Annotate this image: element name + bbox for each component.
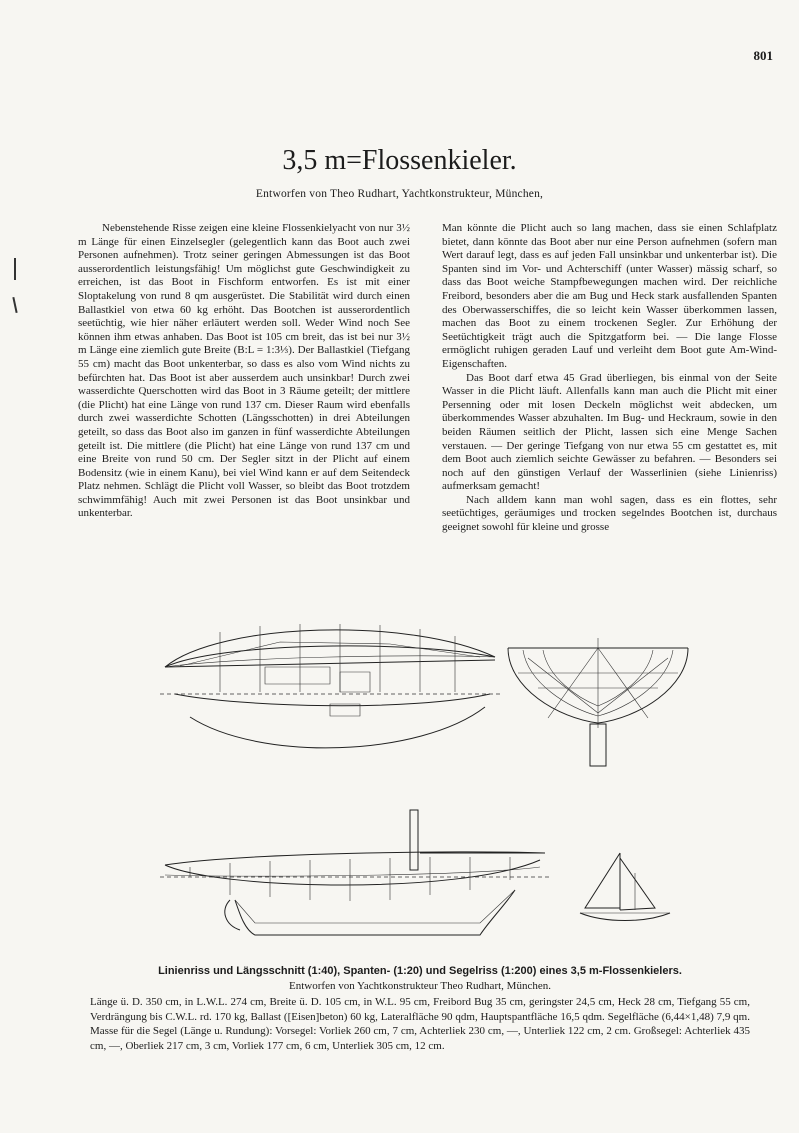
body-plan-drawing — [498, 628, 698, 778]
caption-title: Linienriss und Längsschnitt (1:40), Spanten- (1:20) und Segelriss (1:200) eines 3,5 m-Flossenkielers. — [158, 965, 682, 977]
margin-mark — [14, 258, 16, 280]
caption-specifications: Länge ü. D. 350 cm, in L.W.L. 274 cm, Breite ü. D. 105 cm, in W.L. 95 cm, Freibord Bug 35 cm, geringster 24,5 cm, Heck 28 cm, Tiefgang 55 cm, Verdrängung bis C.W.L. rd. 170 kg, Ballast ([Eisen]beton) 60 kg, Lateralfläche 90 qdm, Hauptspantfläche 16,5 qdm. Segelfläche (6,44×1,48) 7,9 qm. Masse für die Segel (Länge u. Rundung): Vorsegel: Vorliek 260 cm, 7 cm, Achterliek 230 cm, —, Unterliek 122 cm, 2 cm. Großsegel: Achterliek 435 cm, —, Oberliek 217 cm, 3 cm, Vorliek 177 cm, 6 cm, Unterliek 305 cm, 12 cm. — [90, 996, 750, 1052]
paragraph: Das Boot darf etwa 45 Grad überliegen, bis einmal von der Seite Wasser in die Plicht läuft. Allenfalls kann man auch die Plicht mit einer Persenning oder mit losen Deckeln möglichst weit abdecken, um überkommendes Wasser abzuhalten. Im Bug- und Heckraum, sowie in den beiden Räumen seitlich der Plicht, lassen sich eine Menge Sachen verstauen. — Der geringe Tiefgang von nur etwa 55 cm gestattet es, mit dem Boot auch ziemlich seichte Gewässer zu befahren. — Besonders sei noch auf den günstigen Verlauf der Wasserlinien (siehe Linienriss) aufmerksam gemacht! — [442, 371, 777, 493]
sail-plan-drawing — [575, 848, 675, 928]
article-byline: Entworfen von Theo Rudhart, Yachtkonstrukteur, München, — [255, 188, 544, 200]
lines-plan-drawing — [160, 612, 500, 757]
text-column-left — [78, 222, 410, 521]
figure-caption — [90, 964, 750, 1053]
paragraph: Man könnte die Plicht auch so lang machen, dass sie einen Schlafplatz bietet, dann könnte das Boot aber nur eine Person aufnehmen (sofern man Wert darauf legt, dass es auf jeden Fall unsinkbar und unkenterbar ist). Die Spanten sind im Vor- und Achterschiff (unter Wasser) mässig scharf, so dass das Boot weiche Stampfbewegungen machen wird. Der reichliche Freibord, besonders aber die am Bug und Heck stark ausfallenden Spanten des Oberwasserschiffes, die so leicht kein Wasser überkommen lassen, machen das Boot zu einem trockenen Segler. Zur Erhöhung der Seetüchtigkeit trägt auch die Spitzgatform bei. — Die lange Flosse ermöglicht ruhigen geraden Lauf und verleiht dem Boot gute Am-Wind-Eigenschaften. — [442, 222, 777, 370]
text-column-right — [442, 222, 777, 535]
caption-subtitle: Entworfen von Yachtkonstrukteur Theo Rudhart, München. — [289, 979, 551, 992]
article-title: 3,5 m=Flossenkieler. — [282, 145, 517, 176]
longitudinal-section-drawing — [160, 805, 560, 945]
margin-mark — [12, 297, 17, 313]
paragraph: Nebenstehende Risse zeigen eine kleine Flossenkielyacht von nur 3½ m Länge für einen Einzelsegler (gelegentlich kann das Boot auch zwei Personen aufnehmen). Trotz seiner geringen Abmessungen ist das Boot ausserordentlich leistungsfähig! Um möglichst gute Geschwindigkeit zu erreichen, ist das Boot in Fischform entworfen. Es ist mit einer Sloptakelung von rund 8 qm ausgerüstet. Die Stabilität wird durch einen Ballastkiel von etwa 60 kg erhöht. Das Bootchen ist ausserordentlich seetüchtig, wie hier näher erläutert werden soll. Weder Wind noch See können ihm etwas anhaben. Das Boot ist 105 cm breit, das ist bei nur 3½ m Länge eine ziemlich gute Breite (B:L = 1:3⅓). Der Ballastkiel (Tiefgang 55 cm) macht das Boot unkenterbar, so dass es also vom Wind nichts zu befürchten hat. Das Boot ist aber ausserdem auch unsinkbar! Durch zwei wasserdichte Querschotten wird das Boot in 3 Räume geteilt; der mittlere (die Plicht) hat eine Länge von rund 137 cm. Dieser Raum wird ebenfalls durch zwei wasserdichte Schotten (Längsschotten) in drei Abteilungen geteilt, so dass das Boot also im ganzen in fünf wasserdichte Abteilungen geteilt ist. Die mittlere (die Plicht) hat eine Länge von rund 137 cm und eine Breite von rund 50 cm. Der Segler sitzt in der Plicht auf einem Bodensitz (wie in einem Kanu), bei viel Wind kann er auf dem Seitendeck Platz nehmen. Schlägt die Plicht voll Wasser, so bleibt das Boot trotzdem schwimmfähig! Auch mit zwei Personen ist das Boot unsinkbar und unkenterbar. — [78, 222, 410, 520]
paragraph: Nach alldem kann man wohl sagen, dass es ein flottes, sehr seetüchtiges, geräumiges und trocken segelndes Bootchen ist, durchaus geeignet sowohl für kleine und grosse — [442, 493, 777, 534]
page-number: 801 — [753, 48, 773, 63]
